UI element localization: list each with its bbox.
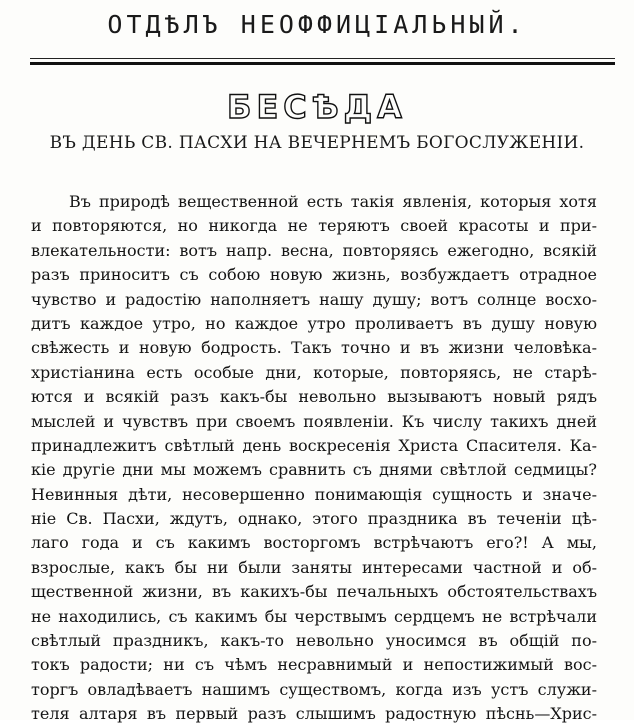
body-line: ніе Св. Пасхи, ждутъ, однако, этого праздника въ теченіи цѣ- [31, 509, 597, 529]
body-line: кіе другіе дни мы можемъ сравнить съ днями свѣтлой седмицы? [31, 460, 597, 480]
body-line: христіанина есть особые дни, которые, повторяясь, не старѣ- [31, 362, 597, 382]
body-line: не находились, съ какимъ бы черствымъ сердцемъ не встрѣчали [31, 606, 597, 626]
body-line: влекательности: вотъ напр. весна, повторяясь ежегодно, всякій [31, 240, 597, 260]
body-line: мыслей и чувствъ при своемъ появленіи. Къ числу такихъ дней [31, 411, 597, 431]
header-rule-thick [30, 62, 615, 65]
body-line: щественной жизни, въ какихъ-бы печальныхъ обстоятельствахъ [31, 582, 597, 602]
body-line: и повторяются, но никогда не теряютъ своей красоты и при- [31, 216, 597, 236]
body-line: лаго года и съ какимъ восторгомъ встрѣчаютъ его?! А мы, [31, 533, 597, 553]
body-line: свѣжесть и новую бодрость. Такъ точно и въ жизни человѣка- [31, 338, 597, 358]
body-line: ются и всякій разъ какъ-бы невольно вызываютъ новый рядъ [31, 387, 597, 407]
body-line: принадлежитъ свѣтлый день воскресенія Христа Спасителя. Ка- [31, 435, 597, 455]
body-line: чувство и радостію наполняетъ нашу душу; вотъ солнце восхо- [31, 289, 597, 309]
body-line: Невинныя дѣти, несовершенно понимающія сущность и значе- [31, 484, 597, 504]
body-line: разъ приноситъ съ собою новую жизнь, возбуждаетъ отрадное [31, 265, 597, 285]
header-rule-thin [30, 58, 615, 59]
section-title: ОТДѢЛЪ НЕОФФИЦІАЛЬНЫЙ. [107, 10, 527, 39]
body-line: свѣтлый праздникъ, какъ-то невольно уносимся въ общій по- [31, 631, 597, 651]
article-body [31, 190, 597, 727]
body-line: взрослые, какъ бы ни были заняты интересами частной и об- [31, 557, 597, 577]
body-line: токъ радости; ни съ чѣмъ несравнимый и непостижимый вос- [31, 655, 597, 675]
body-line: дитъ каждое утро, но каждое утро проливаетъ въ душу новую [31, 313, 597, 333]
body-line: Въ природѣ вещественной есть такія явленія, которыя хотя [69, 192, 597, 211]
article-subtitle: ВЪ ДЕНЬ СВ. ПАСХИ НА ВЕЧЕРНЕМЪ БОГОСЛУЖЕНІИ. [49, 133, 585, 153]
article-title: БЕСѢДА [227, 88, 407, 126]
body-line: теля алтаря въ первый разъ слышимъ радостную пѣснь—Хрис- [31, 704, 597, 724]
body-line: торгъ овладѣваетъ нашимъ существомъ, когда изъ устъ служи- [31, 679, 597, 699]
